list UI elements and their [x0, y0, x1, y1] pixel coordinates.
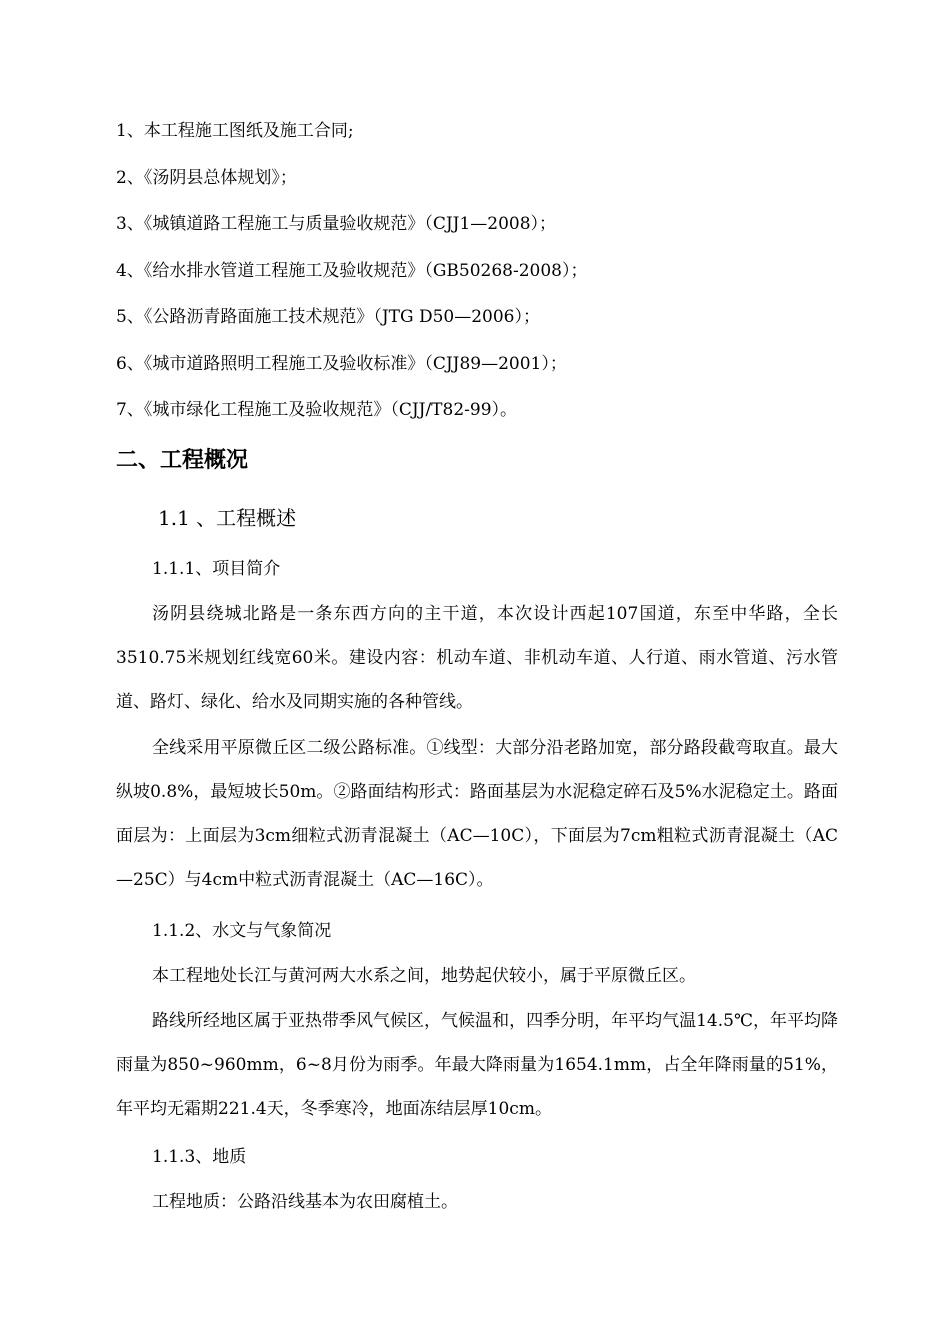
- hydrology-paragraph: 路线所经地区属于亚热带季风气候区，气候温和，四季分明，年平均气温14.5℃，年平均降雨量为850~960mm，6~8月份为雨季。年最大降雨量为1654.1mm，占全年降雨量的51%，年平均无霜期221.4天，冬季寒冷，地面冻结层厚10cm。: [116, 1011, 838, 1119]
- reference-item: 1、本工程施工图纸及施工合同;: [116, 121, 354, 141]
- reference-item: 2、《汤阴县总体规划》；: [116, 168, 297, 188]
- reference-item: 6、《城市道路照明工程施工及验收标准》（CJJ89—2001）；: [116, 354, 567, 374]
- reference-item: 4、《给水排水管道工程施工及验收规范》（GB50268-2008）；: [116, 261, 588, 281]
- hydrology-heading: 1.1.2、水文与气象简况: [152, 921, 332, 941]
- project-intro-heading: 1.1.1、项目简介: [152, 559, 281, 579]
- project-intro-paragraph: 汤阴县绕城北路是一条东西方向的主干道，本次设计西起107国道，东至中华路，全长3510.75米规划红线宽60米。建设内容：机动车道、非机动车道、人行道、雨水管道、污水管道、路灯、绿化、给水及同期实施的各种管线。: [116, 604, 838, 712]
- reference-item: 3、《城镇道路工程施工与质量验收规范》（CJJ1—2008）；: [116, 214, 557, 234]
- geology-paragraph: 工程地质：公路沿线基本为农田腐植土。: [152, 1192, 458, 1212]
- section-title: 二、工程概况: [116, 448, 249, 473]
- reference-item: 5、《公路沥青路面施工技术规范》（JTG D50—2006）；: [116, 307, 540, 327]
- subsection-title: 1.1 、工程概述: [158, 506, 297, 530]
- reference-item: 7、《城市绿化工程施工及验收规范》（CJJ/T82-99）。: [116, 400, 518, 420]
- geology-heading: 1.1.3、地质: [152, 1147, 247, 1167]
- project-intro-paragraph: 全线采用平原微丘区二级公路标准。①线型：大部分沿老路加宽，部分路段截弯取直。最大纵坡0.8%，最短坡长50m。②路面结构形式：路面基层为水泥稳定碎石及5%水泥稳定土。路面面层为：上面层为3cm细粒式沥青混凝土（AC—10C），下面层为7cm粗粒式沥青混凝土（AC—25C）与4cm中粒式沥青混凝土（AC—16C）。: [116, 738, 838, 890]
- hydrology-paragraph: 本工程地处长江与黄河两大水系之间，地势起伏较小，属于平原微丘区。: [152, 966, 696, 986]
